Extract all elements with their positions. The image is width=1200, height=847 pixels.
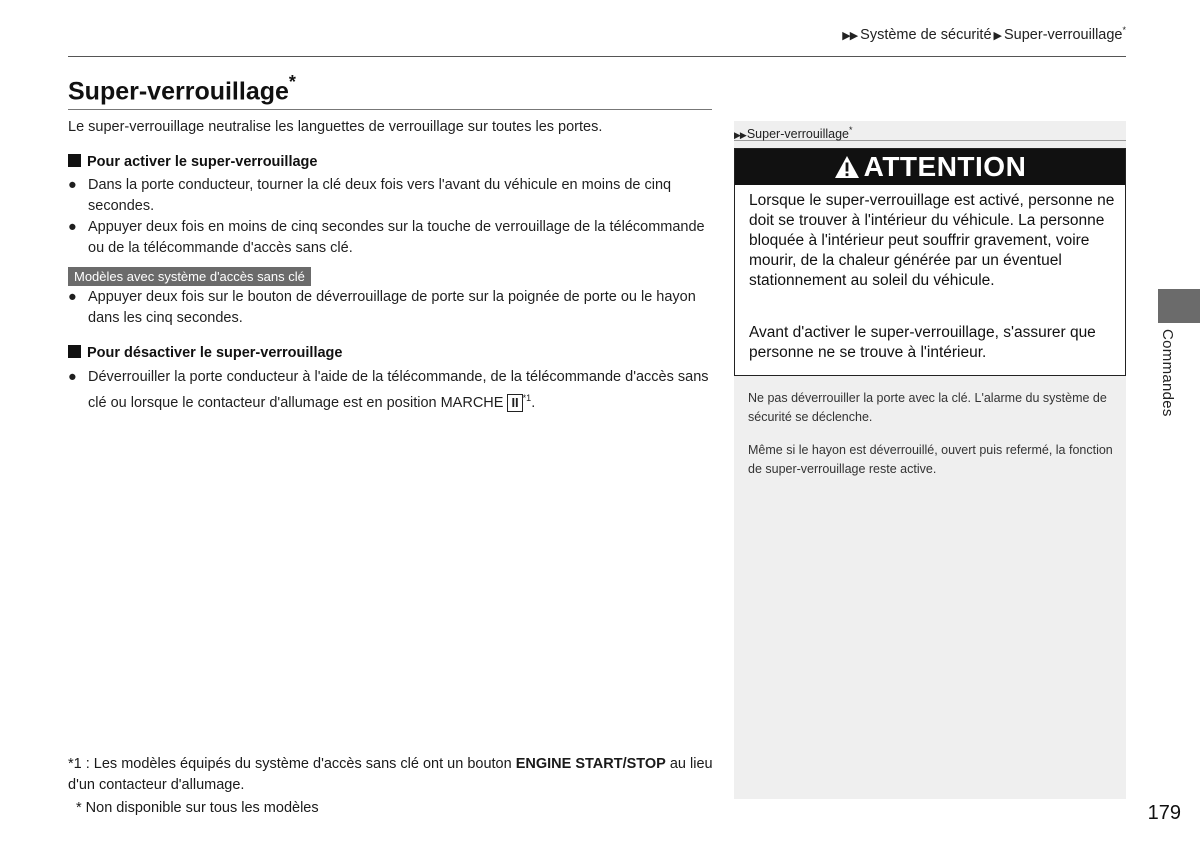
header-divider [68,56,1126,57]
footnote-1-bold: ENGINE START/STOP [515,756,666,772]
section-heading-activate [68,154,317,170]
list-item [68,217,712,259]
model-tag: Modèles avec système d'accès sans clé [68,267,311,286]
list-item [68,287,712,329]
arrow-icon: ▶ [993,29,1002,42]
chapter-tab-label: Commandes [1159,329,1176,417]
warning-triangle-icon [834,155,860,179]
list-item-text: Appuyer deux fois en moins de cinq secondes sur la touche de verrouillage de la télécommande ou de la télécommande d'accès sans clé. [88,219,705,256]
list-item-text [88,367,712,414]
footnote-1-prefix: *1 : Les modèles équipés du système d'accès sans clé ont un bouton [68,756,516,772]
page-title-asterisk: * [288,72,296,92]
warning-title-bar [735,149,1125,185]
footnote-1 [68,754,718,796]
side-panel-heading [734,121,1126,141]
page-title [68,74,296,106]
ignition-on-key-icon: II [507,394,522,412]
title-divider [68,109,712,110]
bullet-dot-icon: ● [68,219,77,235]
list-item [68,367,712,414]
footnote-1-suffix: au lieu d'un contacteur d'allumage. [68,756,713,793]
double-arrow-icon: ▶▶ [842,29,858,42]
bullet-dot-icon: ● [68,289,77,305]
page-title-text: Super-verrouillage [68,77,289,106]
footnote-2: * Non disponible sur tous les modèles [76,800,319,816]
chapter-tab[interactable] [1158,289,1200,323]
breadcrumb-item-2[interactable]: Super-verrouillage [1004,26,1123,43]
double-arrow-icon: ▶▶ [734,130,746,141]
square-bullet-icon [68,154,81,167]
deactivate-end: . [531,394,536,411]
section-heading-deactivate-text: Pour désactiver le super-verrouillage [87,345,343,361]
list-item-text: Appuyer deux fois sur le bouton de déverrouillage de porte sur la poignée de porte ou le hayon dans les cinq secondes. [88,289,696,326]
warning-text-1: Lorsque le super-verrouillage est activé, personne ne doit se trouver à l'intérieur du véhicule. La personne bloquée à l'intérieur peut souffrir gravement, voire mourir, de la chaleur générée par un éventuel stationnement au soleil du véhicule. [749,192,1115,289]
section-heading-deactivate [68,345,342,361]
side-note-1: Ne pas déverrouiller la porte avec la clé. L'alarme du système de sécurité se déclenche. [748,391,1107,424]
intro-paragraph: Le super-verrouillage neutralise les languettes de verrouillage sur toutes les portes. [68,119,603,135]
list-item-text: Dans la porte conducteur, tourner la clé deux fois vers l'avant du véhicule en moins de cinq secondes. [88,177,672,214]
deactivate-text: Déverrouiller la porte conducteur à l'aide de la télécommande, de la télécommande d'accès sans clé ou lorsque le contacteur d'allumage est en position MARCHE [88,369,709,411]
warning-title: ATTENTION [863,151,1027,182]
warning-text-2: Avant d'activer le super-verrouillage, s'assurer que personne ne se trouve à l'intérieur. [749,324,1096,361]
footnote-reference[interactable]: *1 [522,393,532,403]
list-item [68,175,712,217]
breadcrumb-item-1[interactable]: Système de sécurité [860,26,992,43]
page-number: 179 [1147,802,1181,824]
bullet-dot-icon: ● [68,369,77,385]
side-panel-heading-text: Super-verrouillage [746,127,849,142]
warning-box [734,148,1126,376]
breadcrumb [842,25,1126,43]
side-panel-heading-asterisk: * [848,125,853,135]
square-bullet-icon [68,345,81,358]
bullet-dot-icon: ● [68,177,77,193]
breadcrumb-asterisk: * [1122,25,1126,35]
section-heading-activate-text: Pour activer le super-verrouillage [87,154,318,170]
side-note-2: Même si le hayon est déverrouillé, ouvert puis refermé, la fonction de super-verrouillage reste active. [748,443,1113,476]
